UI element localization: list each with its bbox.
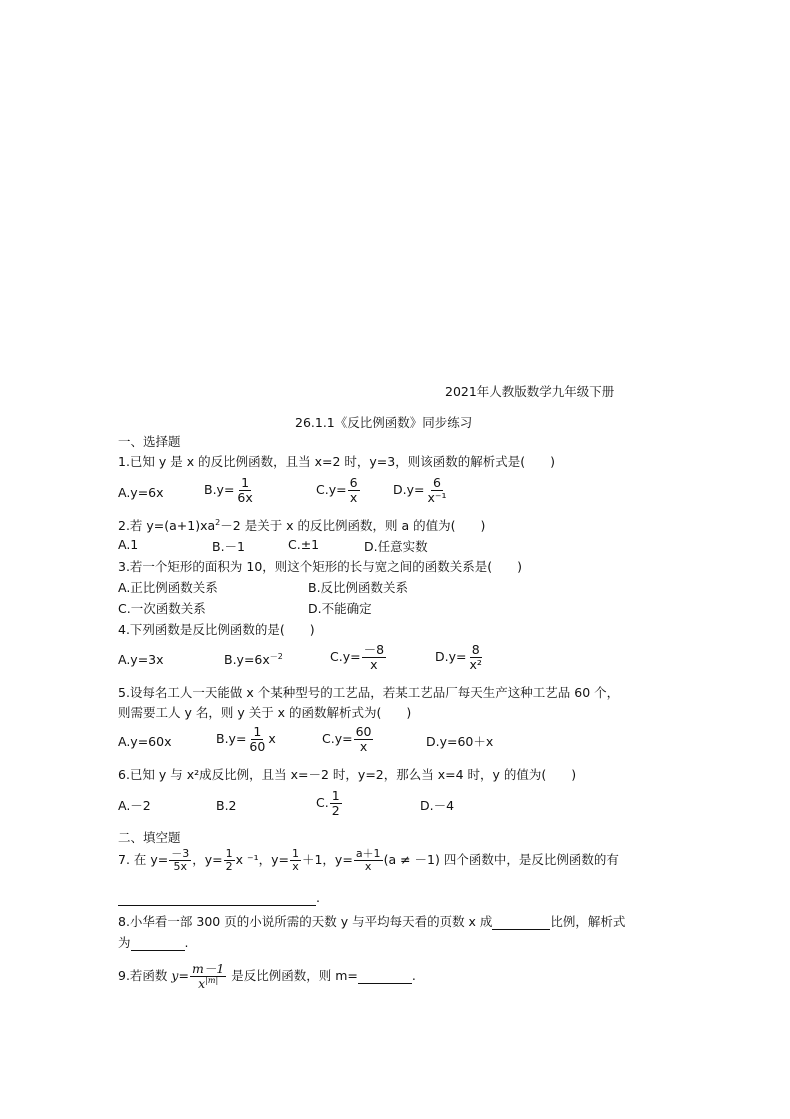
q3-option-b: B.反比例函数关系 [308, 580, 409, 595]
q2-option-b: B.－1 [212, 539, 246, 554]
q3-option-d: D.不能确定 [308, 601, 372, 616]
question-1: 1.已知 y 是 x 的反比例函数，且当 x=2 时，y=3，则该函数的解析式是( ) [118, 454, 555, 469]
q7-answer-blank[interactable] [118, 890, 316, 906]
grade-title: 2021年人教版数学九年级下册 [445, 384, 615, 399]
q5-option-d: D.y=60＋x [426, 734, 494, 749]
q1-option-d: D.y= $\frac{6}{\text{x⁻¹}}$ [393, 475, 447, 505]
q4-option-c: C.y= $\frac{-8}{x}$ [330, 642, 385, 672]
q3-option-a: A.正比例函数关系 [118, 580, 218, 595]
q6-option-d: D.－4 [420, 798, 455, 813]
q1-option-c: C.y= $\frac{6}{x}$ [316, 475, 358, 505]
section-fill-heading: 二、填空题 [118, 830, 181, 845]
q6-option-a: A.－2 [118, 798, 151, 813]
q8-blank-2[interactable] [131, 935, 185, 951]
question-3: 3.若一个矩形的面积为 10，则这个矩形的长与宽之间的函数关系是( ) [118, 559, 523, 574]
q6-option-c: C. $\frac{1}{2}$ [316, 788, 340, 818]
q5-option-a: A.y=60x [118, 734, 172, 749]
q4-option-a: A.y=3x [118, 652, 164, 667]
question-8: 8.小华看一部 300 页的小说所需的天数 y 与平均每天看的页数 x 成 比例，解析式 [118, 914, 626, 929]
q1-option-a: A.y=6x [118, 485, 164, 500]
section-choice-heading: 一、选择题 [118, 434, 181, 449]
q9-blank[interactable] [358, 968, 412, 984]
q2-option-d: D.任意实数 [364, 539, 428, 554]
question-7: 7. 在 y= $\frac{-3}{5x}$ ，y= $\frac{1}{2}$ x ⁻¹，y= $\frac{1}{x}$ ＋1，y= $\frac{a+1}{x}$ (a ≠ －1) 四个函数中，是反比例函数的有 [118, 847, 619, 874]
question-2: 2.若 $y=(a+1)xa^2-2$ 是关于 x 的反比例函数，则 a 的值为( ) [118, 517, 486, 533]
q5-option-c: C.y= $\frac{60}{x}$ [322, 724, 372, 754]
question-8-line-2: 为 . [118, 935, 189, 950]
q5-option-b: B.y= $\frac{1}{60}$ x [216, 724, 276, 754]
q2-option-a: A.1 [118, 537, 139, 552]
question-6: 6.已知 y 与 x²成反比例，且当 x=－2 时，y=2，那么当 x=4 时，y 的值为( ) [118, 767, 577, 782]
question-7-answer-line: . [118, 890, 320, 906]
question-5-line-2: 则需要工人 y 名，则 y 关于 x 的函数解析式为( ) [118, 705, 412, 720]
q4-option-d: D.y= $\frac{8}{\text{x²}}$ [435, 642, 482, 672]
q8-blank-1[interactable] [492, 914, 550, 930]
question-9: 9.若函数 y= $\frac{m-1}{x^{|m|}}$ 是反比例函数，则 m= . [118, 961, 416, 991]
q1-option-b: B.y= $\frac{1}{6x}$ [204, 475, 253, 505]
q4-option-b: $B.y=6x^{-2}$ [224, 651, 283, 667]
section-title: 26.1.1《反比例函数》同步练习 [295, 415, 473, 430]
question-5-line-1: 5.设每名工人一天能做 x 个某种型号的工艺品，若某工艺品厂每天生产这种工艺品 60 个， [118, 685, 620, 700]
q6-option-b: B.2 [216, 798, 237, 813]
q3-option-c: C.一次函数关系 [118, 601, 206, 616]
q2-option-c: C.±1 [288, 537, 320, 552]
question-4: 4.下列函数是反比例函数的是( ) [118, 622, 315, 637]
